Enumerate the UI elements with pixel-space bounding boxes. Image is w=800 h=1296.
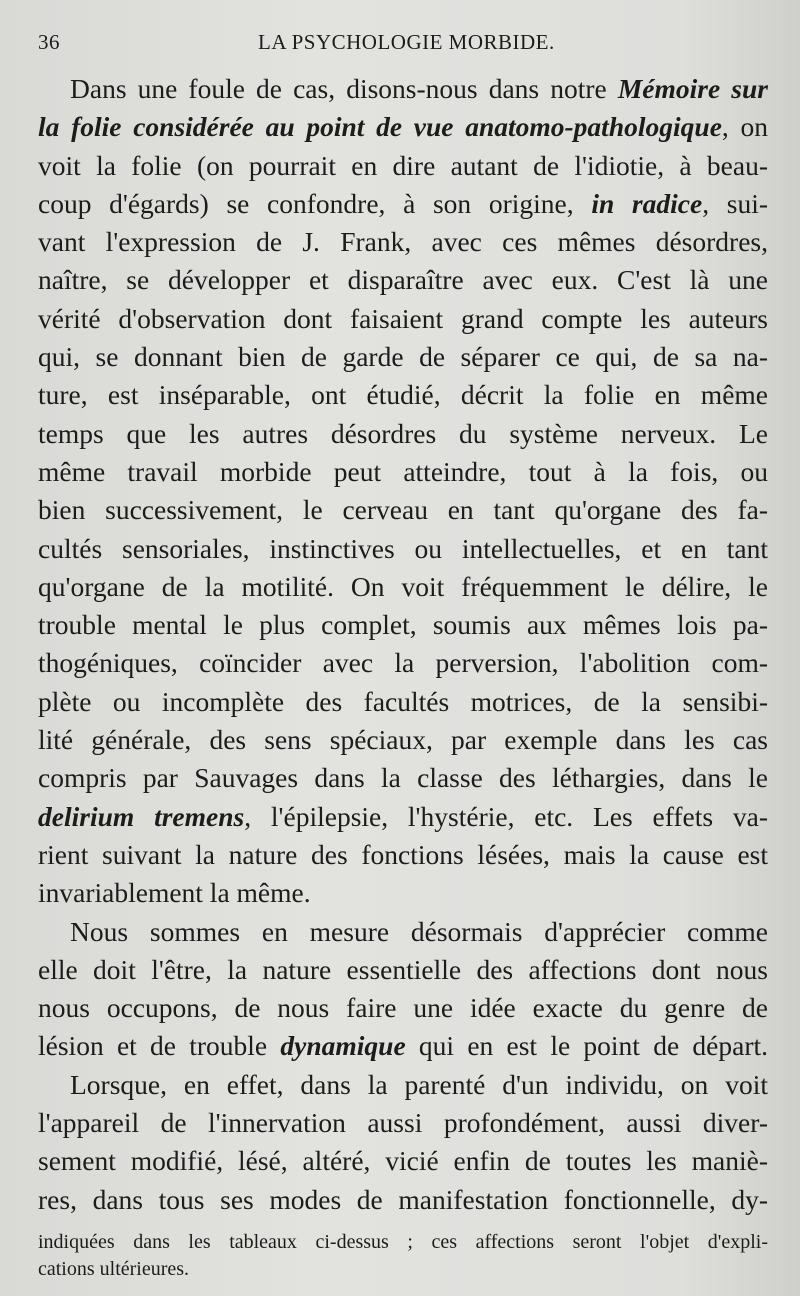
footnote-line: cations ultérieures. [38,1257,190,1280]
text-line: invariablement la même. [38,877,311,909]
emphasis: la folie considérée au point de vue anatomo-pathologique [38,111,722,143]
page-number: 36 [38,30,60,54]
text-line: nous occupons, de nous faire une idée exacte du genre de [38,992,768,1024]
text-line: l'appareil de l'innervation aussi profondément, aussi diver- [38,1107,768,1139]
running-title: LA PSYCHOLOGIE MORBIDE. [258,30,555,54]
text-line: même travail morbide peut atteindre, tout à la fois, ou [38,455,768,487]
text-line: plète ou incomplète des facultés motrices, de la sensibi- [38,685,768,717]
text-line: coup d'égards) se confondre, à son origine, in radice, sui- [38,187,768,219]
text-line: thogéniques, coïncider avec la perversion, l'abolition com- [38,647,768,679]
text-line: sement modifié, lésé, altéré, vicié enfin de toutes les maniè- [38,1145,768,1177]
footnote [38,1229,768,1283]
text-line: qu'organe de la motilité. On voit fréquemment le délire, le [38,570,768,602]
page-header [38,30,768,64]
text-line: la folie considérée au point de vue anatomo-pathologique, on [38,111,768,143]
emphasis: dynamique [280,1030,406,1062]
text-line: voit la folie (on pourrait en dire autant de l'idiotie, à beau- [38,149,768,181]
body-text [38,70,768,1219]
text-line: Nous sommes en mesure désormais d'apprécier comme [70,915,768,947]
text-line: elle doit l'être, la nature essentielle des affections dont nous [38,953,768,985]
text-line: res, dans tous ses modes de manifestation fonctionnelle, dy- [38,1183,768,1215]
paragraph-1 [38,70,768,913]
emphasis: delirium tremens [38,800,245,832]
emphasis: Mémoire sur [617,73,768,104]
text-line: naître, se développer et disparaître avec eux. C'est là une [38,264,768,296]
paragraph-2 [38,913,768,1066]
text-line: Dans une foule de cas, disons-nous dans notre Mémoire sur [70,73,768,104]
emphasis: in radice [591,187,703,219]
text-line: lésion et de trouble dynamique qui en est le point de départ. [38,1030,768,1062]
text-line: bien successivement, le cerveau en tant qu'organe des fa- [38,494,768,526]
text-line: Lorsque, en effet, dans la parenté d'un individu, on voit [70,1068,768,1100]
text-line: delirium tremens, l'épilepsie, l'hystérie, etc. Les effets va- [38,800,768,832]
text-line: cultés sensoriales, instinctives ou intellectuelles, et en tant [38,532,768,564]
paragraph-3 [38,1066,768,1219]
text-line: vérité d'observation dont faisaient grand compte les auteurs [38,302,768,334]
text-line: temps que les autres désordres du système nerveux. Le [38,417,768,449]
footnote-line: indiquées dans les tableaux ci-dessus ; ces affections seront l'objet d'expli- [38,1230,768,1253]
text-line: lité générale, des sens spéciaux, par exemple dans les cas [38,724,768,756]
text-line: rient suivant la nature des fonctions lésées, mais la cause est [38,838,768,870]
text-line: compris par Sauvages dans la classe des léthargies, dans le [38,762,768,794]
text-line: vant l'expression de J. Frank, avec ces mêmes désordres, [38,226,768,258]
text-line: trouble mental le plus complet, soumis aux mêmes lois pa- [38,609,768,641]
text-line: ture, est inséparable, ont étudié, décrit la folie en même [38,379,768,411]
text-line: qui, se donnant bien de garde de séparer ce qui, de sa na- [38,341,768,373]
